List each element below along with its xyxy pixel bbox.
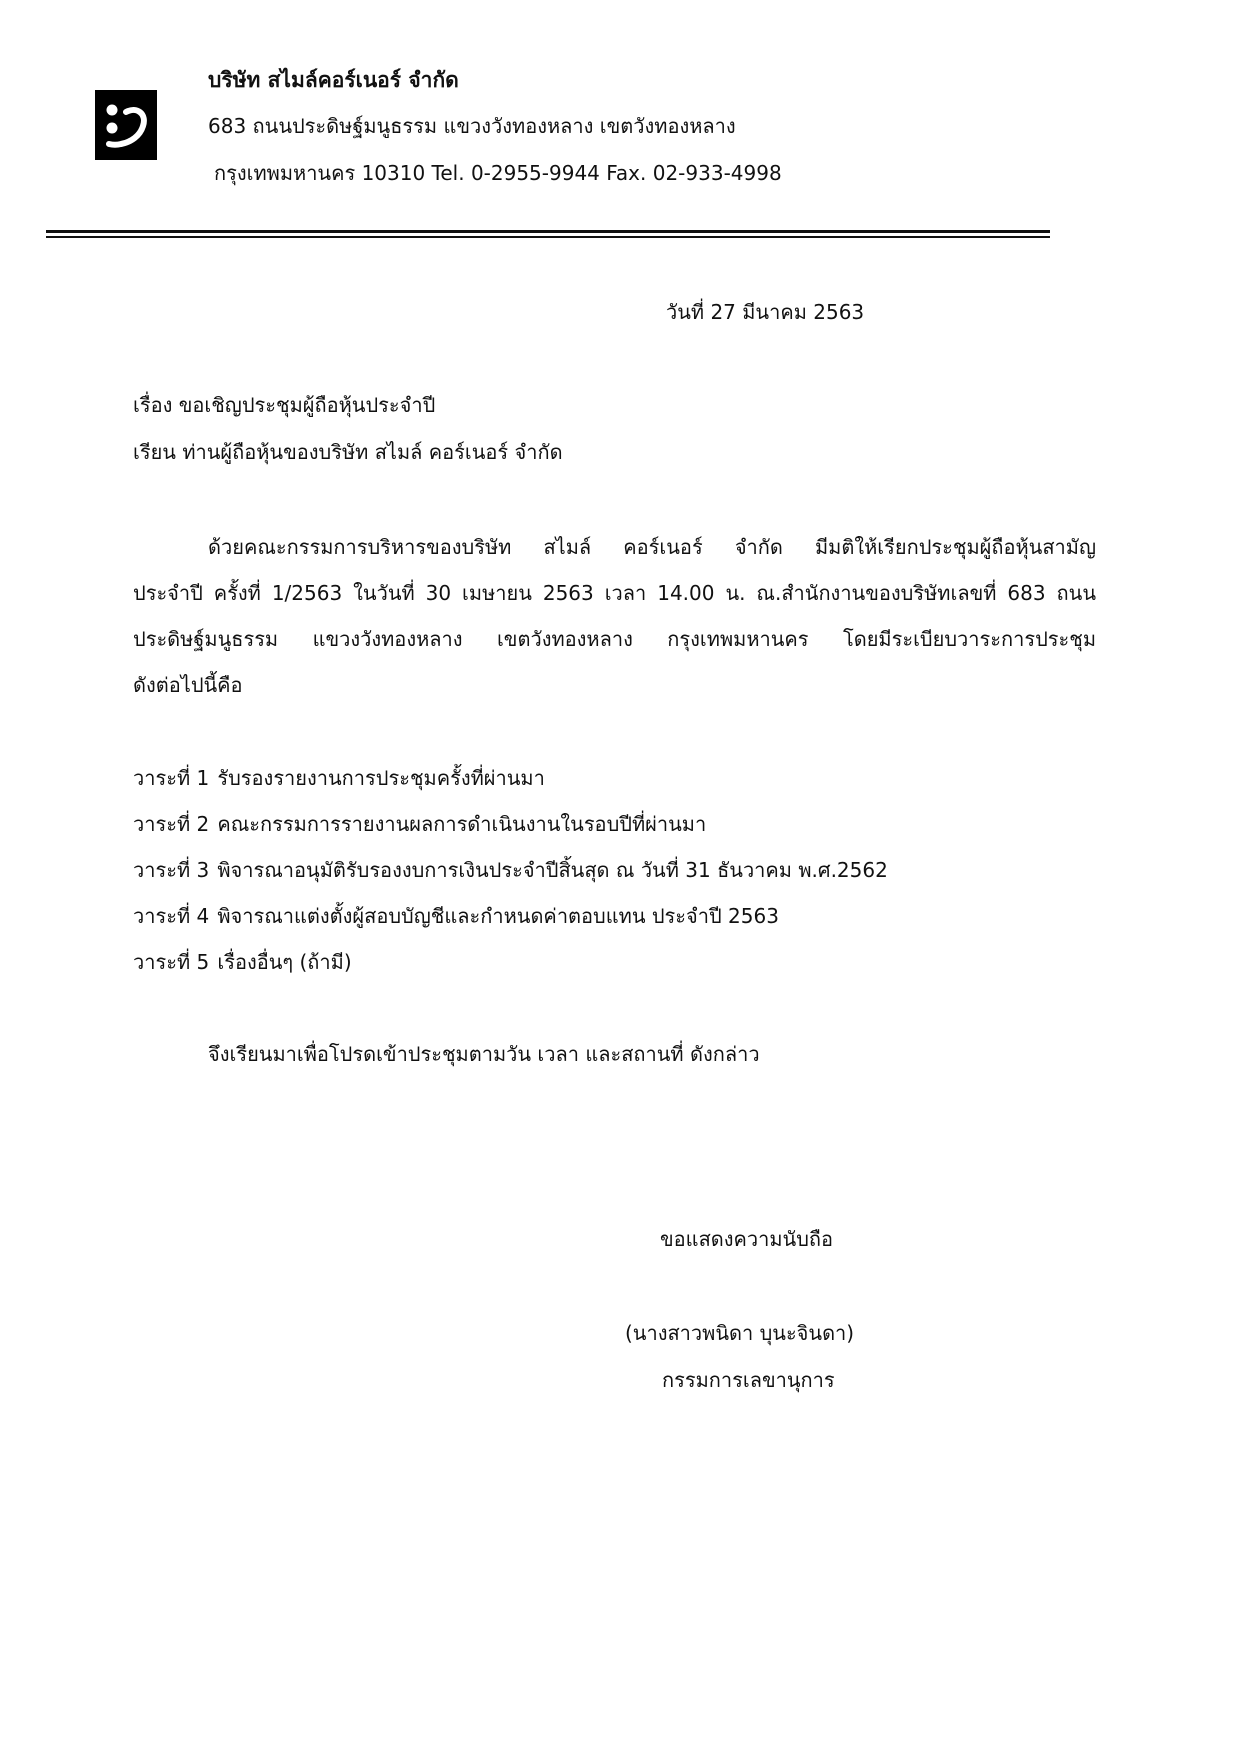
signer-title: กรรมการเลขานุการ bbox=[662, 1368, 835, 1392]
agenda-number: วาระที่ 4 bbox=[133, 904, 210, 928]
paragraph-line: ประดิษฐ์มนูธรรม แขวงวังทองหลาง เขตวังทองหลาง กรุงเทพมหานคร โดยมีระเบียบวาระการประชุม bbox=[133, 627, 1096, 651]
letterhead-divider-thin bbox=[46, 236, 1050, 238]
agenda-item bbox=[133, 893, 888, 939]
agenda-text: คณะกรรมการรายงานผลการดำเนินงานในรอบปีที่ผ่านมา bbox=[217, 812, 707, 836]
letter-body-paragraph bbox=[133, 524, 1096, 708]
letter-subject: เรื่อง ขอเชิญประชุมผู้ถือหุ้นประจำปี bbox=[133, 393, 436, 417]
agenda-item bbox=[133, 755, 888, 801]
letter-recipient: เรียน ท่านผู้ถือหุ้นของบริษัท สไมล์ คอร์เนอร์ จำกัด bbox=[133, 440, 563, 464]
paragraph-line: ดังต่อไปนี้คือ bbox=[133, 673, 243, 697]
agenda-text: รับรองรายงานการประชุมครั้งที่ผ่านมา bbox=[217, 766, 545, 790]
letter-date: วันที่ 27 มีนาคม 2563 bbox=[666, 300, 865, 324]
paragraph-line: ประจำปี ครั้งที่ 1/2563 ในวันที่ 30 เมษายน 2563 เวลา 14.00 น. ณ.สำนักงานของบริษัทเลขที่ 683 ถนน bbox=[133, 581, 1096, 605]
letterhead-divider-thick bbox=[46, 230, 1050, 233]
agenda-list bbox=[133, 755, 888, 985]
agenda-text: พิจารณาแต่งตั้งผู้สอบบัญชีและกำหนดค่าตอบแทน ประจำปี 2563 bbox=[217, 904, 779, 928]
company-name: บริษัท สไมล์คอร์เนอร์ จำกัด bbox=[208, 68, 459, 92]
paragraph-line: ด้วยคณะกรรมการบริหารของบริษัท สไมล์ คอร์เนอร์ จำกัด มีมติให้เรียกประชุมผู้ถือหุ้นสามัญ bbox=[208, 535, 1096, 559]
letter-regards: ขอแสดงความนับถือ bbox=[660, 1227, 834, 1251]
agenda-number: วาระที่ 5 bbox=[133, 950, 210, 974]
agenda-item bbox=[133, 801, 888, 847]
agenda-text: เรื่องอื่นๆ (ถ้ามี) bbox=[217, 950, 352, 974]
company-address-line-1: 683 ถนนประดิษฐ์มนูธรรม แขวงวังทองหลาง เขตวังทองหลาง bbox=[208, 114, 736, 138]
letter-closing: จึงเรียนมาเพื่อโปรดเข้าประชุมตามวัน เวลา และสถานที่ ดังกล่าว bbox=[208, 1042, 760, 1066]
agenda-number: วาระที่ 3 bbox=[133, 858, 210, 882]
agenda-item bbox=[133, 847, 888, 893]
agenda-text: พิจารณาอนุมัติรับรองงบการเงินประจำปีสิ้นสุด ณ วันที่ 31 ธันวาคม พ.ศ.2562 bbox=[217, 858, 888, 882]
company-address-line-2: กรุงเทพมหานคร 10310 Tel. 0-2955-9944 Fax. 02-933-4998 bbox=[214, 161, 782, 185]
smile-logo-icon bbox=[95, 90, 157, 160]
agenda-number: วาระที่ 2 bbox=[133, 812, 210, 836]
agenda-item bbox=[133, 939, 888, 985]
agenda-number: วาระที่ 1 bbox=[133, 766, 210, 790]
signer-name: (นางสาวพนิดา บุนะจินดา) bbox=[625, 1321, 855, 1345]
